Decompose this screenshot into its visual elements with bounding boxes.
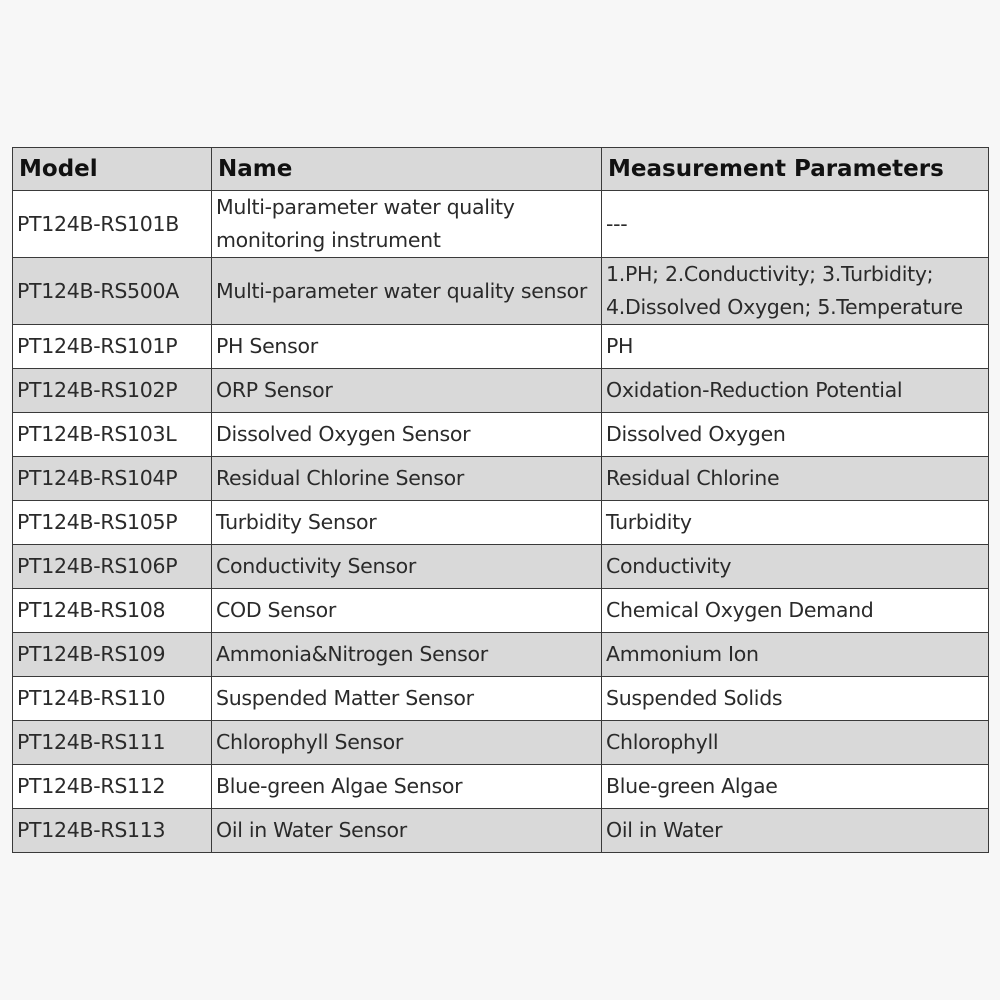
cell-params: Conductivity — [602, 545, 989, 589]
cell-params: Blue-green Algae — [602, 765, 989, 809]
table-row — [13, 677, 989, 721]
product-table — [12, 147, 989, 853]
cell-params: PH — [602, 325, 989, 369]
cell-model: PT124B-RS101B — [13, 191, 212, 258]
cell-name: Multi-parameter water quality monitoring instrument — [212, 191, 602, 258]
cell-name: Turbidity Sensor — [212, 501, 602, 545]
column-header-model: Model — [13, 148, 212, 191]
table-row — [13, 191, 989, 258]
cell-model: PT124B-RS103L — [13, 413, 212, 457]
cell-model: PT124B-RS101P — [13, 325, 212, 369]
cell-params: Ammonium Ion — [602, 633, 989, 677]
cell-params: Turbidity — [602, 501, 989, 545]
cell-model: PT124B-RS112 — [13, 765, 212, 809]
table-row — [13, 325, 989, 369]
table-row — [13, 545, 989, 589]
cell-model: PT124B-RS109 — [13, 633, 212, 677]
cell-model: PT124B-RS111 — [13, 721, 212, 765]
table-row — [13, 457, 989, 501]
cell-params: Oxidation-Reduction Potential — [602, 369, 989, 413]
cell-params: Chemical Oxygen Demand — [602, 589, 989, 633]
cell-model: PT124B-RS104P — [13, 457, 212, 501]
table-row — [13, 633, 989, 677]
table-row — [13, 258, 989, 325]
cell-params: Suspended Solids — [602, 677, 989, 721]
cell-params: Chlorophyll — [602, 721, 989, 765]
cell-name: Blue-green Algae Sensor — [212, 765, 602, 809]
cell-params: Dissolved Oxygen — [602, 413, 989, 457]
cell-name: Suspended Matter Sensor — [212, 677, 602, 721]
table-row — [13, 721, 989, 765]
table-row — [13, 589, 989, 633]
cell-name: Chlorophyll Sensor — [212, 721, 602, 765]
cell-model: PT124B-RS105P — [13, 501, 212, 545]
cell-params: 1.PH; 2.Conductivity; 3.Turbidity; 4.Dissolved Oxygen; 5.Temperature — [602, 258, 989, 325]
cell-name: COD Sensor — [212, 589, 602, 633]
cell-name: Residual Chlorine Sensor — [212, 457, 602, 501]
table-header-row — [13, 148, 989, 191]
table-row — [13, 413, 989, 457]
cell-model: PT124B-RS106P — [13, 545, 212, 589]
table-row — [13, 501, 989, 545]
column-header-measurement-parameters: Measurement Parameters — [602, 148, 989, 191]
cell-model: PT124B-RS500A — [13, 258, 212, 325]
cell-name: Oil in Water Sensor — [212, 809, 602, 853]
cell-params: Residual Chlorine — [602, 457, 989, 501]
cell-model: PT124B-RS102P — [13, 369, 212, 413]
cell-params: Oil in Water — [602, 809, 989, 853]
cell-name: PH Sensor — [212, 325, 602, 369]
cell-name: Dissolved Oxygen Sensor — [212, 413, 602, 457]
table-row — [13, 369, 989, 413]
column-header-name: Name — [212, 148, 602, 191]
cell-name: ORP Sensor — [212, 369, 602, 413]
cell-params: --- — [602, 191, 989, 258]
table-row — [13, 809, 989, 853]
cell-name: Multi-parameter water quality sensor — [212, 258, 602, 325]
table-row — [13, 765, 989, 809]
cell-name: Ammonia&Nitrogen Sensor — [212, 633, 602, 677]
cell-name: Conductivity Sensor — [212, 545, 602, 589]
cell-model: PT124B-RS113 — [13, 809, 212, 853]
cell-model: PT124B-RS110 — [13, 677, 212, 721]
cell-model: PT124B-RS108 — [13, 589, 212, 633]
